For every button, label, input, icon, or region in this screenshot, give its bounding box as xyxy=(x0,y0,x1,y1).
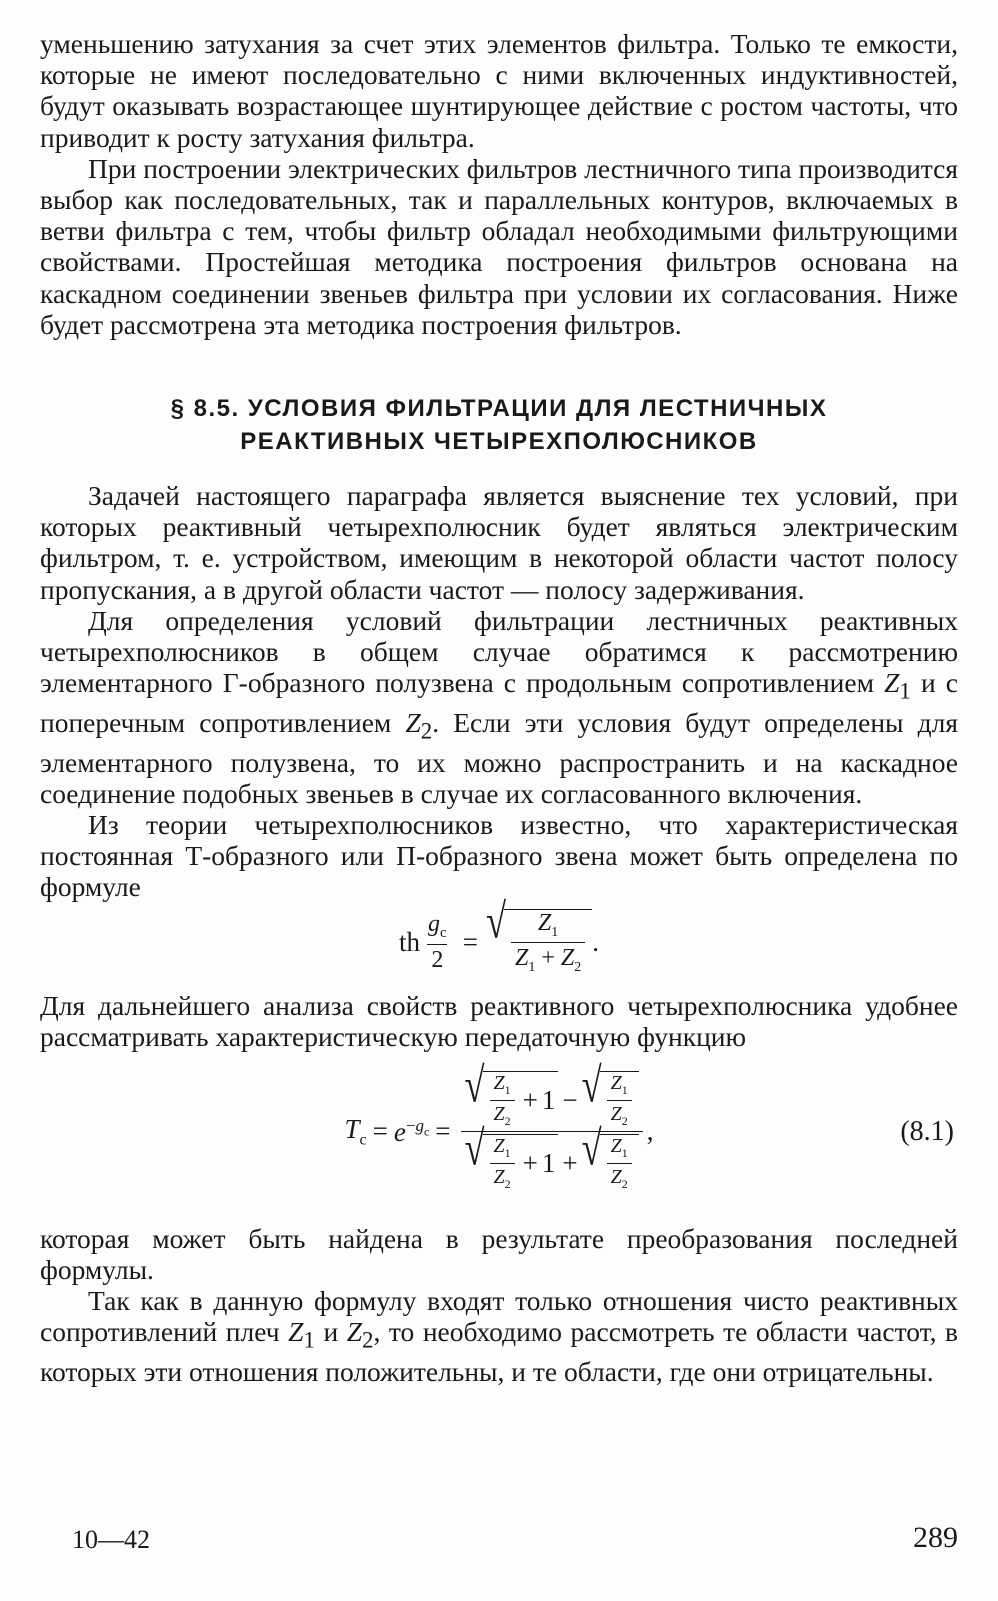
sqrt-ratio: √ $\frac{Z_1}{Z_1 + Z_2}$ xyxy=(486,909,592,977)
paragraph-8-text-c: , то необходимо рассмотреть те области частот, в которых эти отношения положительны, и те области, где они отрицательны. xyxy=(40,1316,958,1387)
tc-symbol: $T_c$ xyxy=(344,1113,367,1149)
page-number: 289 xyxy=(913,1521,958,1554)
paragraph-4-text-a: Для определения условий фильтрации лестничных реактивных четырехполюсников в общем случае обратимся к рассмотрению элементарного Г-образного полузвена с продольным сопротивлением xyxy=(40,604,958,699)
z1-symbol: $Z_1$ xyxy=(288,1316,315,1353)
exp-term: $e^{-g_c}$ xyxy=(393,1115,430,1147)
equation-number: (8.1) xyxy=(900,1115,954,1147)
paragraph-8 xyxy=(40,1285,958,1387)
paragraph-2: При построении электрических фильтров лестничного типа производится выбор как последовательных, так и параллельных контуров, включаемых в ветви фильтра с тем, чтобы фильтр обладал необходимыми фильтрующими свойствами. Простейшая методика построения фильтров основана на каскадном соединении звеньев фильтра при условии их согласования. Ниже будет рассмотрена эта методика построения фильтров. xyxy=(40,152,958,340)
section-heading xyxy=(40,392,958,458)
paragraph-4-text-b: и с поперечным сопротивлением xyxy=(40,667,958,738)
page-body xyxy=(40,28,958,1387)
formula-8-1: $T_c$ = $e^{-g_c}$ = √ $\frac{Z_1}{Z_2}$ + 1 − √ $\frac{Z_1}{Z_2}$ √ $\frac{Z_1}{Z_2}$ + 1 + √ $\frac{Z_1}{Z_2}$ , (8.1) xyxy=(344,1058,954,1192)
paragraph-5: Из теории четырехполюсников известно, что характеристическая постоянная Т-образного или П-образного звена может быть определена по формуле xyxy=(40,809,958,903)
gc-over-2-fraction: $\frac{g_c}{2}$ xyxy=(428,911,447,973)
paragraph-6: Для дальнейшего анализа свойств реактивного четырехполюсника удобнее рассматривать характеристическую передаточную функцию xyxy=(40,990,958,1053)
z2-symbol: $Z_2$ xyxy=(405,706,433,744)
paragraph-4-text-c: . Если эти условия будут определены для элементарного полузвена, то их можно распространить и на каскадное соединение подобных звеньев в случае их согласованного включения. xyxy=(40,706,958,809)
section-heading-line-1: § 8.5. УСЛОВИЯ ФИЛЬТРАЦИИ ДЛЯ ЛЕСТНИЧНЫХ xyxy=(170,395,828,423)
paragraph-1: уменьшению затухания за счет этих элементов фильтра. Только те емкости, которые не имеют последовательно с ними включенных индуктивностей, будут оказывать возрастающее шунтирующее действие с ростом частоты, что приводит к росту затухания фильтра. xyxy=(40,28,958,153)
th-function: th xyxy=(399,926,421,957)
paragraph-4 xyxy=(40,605,958,809)
section-heading-line-2: РЕАКТИВНЫХ ЧЕТЫРЕХПОЛЮСНИКОВ xyxy=(240,428,758,456)
paragraph-3: Задачей настоящего параграфа является выяснение тех условий, при которых реактивный четырехполюсник будет являться электрическим фильтром, т. е. устройством, имеющим в некоторой области частот полосу пропускания, а в другой области частот — полосу задерживания. xyxy=(40,480,958,605)
z1-symbol: $Z_1$ xyxy=(884,667,911,704)
z2-symbol: $Z_2$ xyxy=(346,1316,374,1353)
paragraph-8-text-a: Так как в данную формулу входят только отношения чисто реактивных сопротивлений плеч xyxy=(40,1285,958,1348)
formula-th: th $\frac{g_c}{2}$ = √ $\frac{Z_1}{Z_1 + Z_2}$ . xyxy=(399,894,599,976)
signature-mark: 10—42 xyxy=(72,1525,150,1554)
paragraph-8-text-b: и xyxy=(314,1316,347,1348)
paragraph-7: которая может быть найдена в результате преобразования последней формулы. xyxy=(40,1222,958,1285)
tc-fraction: √ $\frac{Z_1}{Z_2}$ + 1 − √ $\frac{Z_1}{Z_2}$ √ $\frac{Z_1}{Z_2}$ + 1 + √ $\frac{Z_1}{Z_2}$ xyxy=(461,1071,643,1192)
